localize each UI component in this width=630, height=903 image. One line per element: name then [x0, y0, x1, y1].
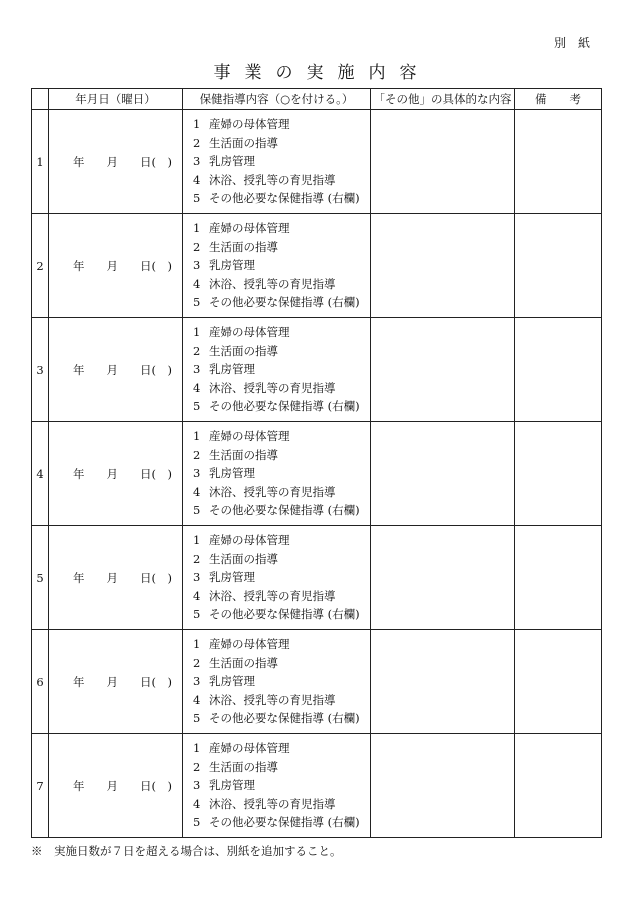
guidance-item-number: 2: [193, 135, 201, 150]
date-cell[interactable]: [49, 110, 183, 214]
guidance-item[interactable]: [193, 587, 370, 606]
guidance-item-label: その他必要な保健指導 (右欄): [209, 607, 360, 622]
guidance-item-label: 生活面の指導: [209, 343, 278, 358]
guidance-item-label: 産婦の母体管理: [209, 117, 290, 132]
guidance-item-number: 5: [193, 815, 201, 830]
guidance-item[interactable]: [193, 189, 370, 208]
guidance-item-number: 4: [193, 588, 201, 603]
guidance-item-label: 乳房管理: [209, 570, 255, 585]
guidance-content-cell: [183, 630, 371, 734]
guidance-item-label: その他必要な保健指導 (右欄): [209, 295, 360, 310]
guidance-item[interactable]: [193, 397, 370, 416]
remarks-cell[interactable]: [515, 526, 602, 630]
guidance-item-number: 1: [193, 221, 201, 236]
guidance-item[interactable]: [193, 813, 370, 832]
guidance-content-cell: [183, 214, 371, 318]
guidance-item[interactable]: [193, 134, 370, 153]
guidance-item-number: 2: [193, 239, 201, 254]
other-detail-cell[interactable]: [371, 630, 515, 734]
guidance-item-number: 1: [193, 117, 201, 132]
guidance-item-label: 沐浴、授乳等の育児指導: [209, 380, 336, 395]
guidance-item-label: 産婦の母体管理: [209, 533, 290, 548]
guidance-item[interactable]: [193, 323, 370, 342]
date-part-label: 日( ): [140, 466, 172, 481]
other-detail-cell[interactable]: [371, 110, 515, 214]
row-number: 6: [32, 630, 49, 734]
guidance-item-label: 産婦の母体管理: [209, 325, 290, 340]
remarks-cell[interactable]: [515, 110, 602, 214]
guidance-item-label: 生活面の指導: [209, 239, 278, 254]
date-part-label: 日( ): [140, 362, 172, 377]
guidance-item-list: [183, 739, 370, 832]
date-part-label: 月: [106, 258, 118, 273]
guidance-item[interactable]: [193, 293, 370, 312]
remarks-cell[interactable]: [515, 318, 602, 422]
guidance-item[interactable]: [193, 379, 370, 398]
date-part-label: 年: [73, 466, 85, 481]
date-part-label: 日( ): [140, 570, 172, 585]
guidance-item-number: 2: [193, 447, 201, 462]
row-number: 4: [32, 422, 49, 526]
other-detail-cell[interactable]: [371, 318, 515, 422]
guidance-item-number: 3: [193, 674, 201, 689]
date-part-label: 日( ): [140, 674, 172, 689]
guidance-item[interactable]: [193, 691, 370, 710]
guidance-item-list: [183, 635, 370, 728]
date-part-label: 日( ): [140, 154, 172, 169]
guidance-item-label: 沐浴、授乳等の育児指導: [209, 588, 336, 603]
guidance-item-label: その他必要な保健指導 (右欄): [209, 711, 360, 726]
row-number: 3: [32, 318, 49, 422]
date-part-label: 日( ): [140, 778, 172, 793]
row-number: 5: [32, 526, 49, 630]
guidance-item-number: 1: [193, 637, 201, 652]
date-part-label: 月: [106, 778, 118, 793]
date-cell[interactable]: [49, 214, 183, 318]
date-part-label: 年: [73, 258, 85, 273]
guidance-item[interactable]: [193, 739, 370, 758]
guidance-item-number: 1: [193, 533, 201, 548]
guidance-item[interactable]: [193, 568, 370, 587]
date-part-label: 年: [73, 362, 85, 377]
guidance-item[interactable]: [193, 446, 370, 465]
guidance-item[interactable]: [193, 275, 370, 294]
guidance-item-number: 3: [193, 466, 201, 481]
page-title: 事業の実施内容: [213, 63, 431, 83]
table-row: [32, 110, 602, 214]
guidance-item-number: 5: [193, 295, 201, 310]
remarks-cell[interactable]: [515, 630, 602, 734]
date-part-label: 月: [106, 570, 118, 585]
guidance-item-label: 産婦の母体管理: [209, 221, 290, 236]
guidance-item[interactable]: [193, 427, 370, 446]
guidance-item[interactable]: [193, 152, 370, 171]
date-part-label: 年: [73, 570, 85, 585]
date-cell[interactable]: [49, 526, 183, 630]
guidance-item[interactable]: [193, 464, 370, 483]
guidance-item-label: 沐浴、授乳等の育児指導: [209, 692, 336, 707]
guidance-item-label: 乳房管理: [209, 778, 255, 793]
guidance-item-label: 乳房管理: [209, 674, 255, 689]
guidance-item-number: 1: [193, 325, 201, 340]
table-row: [32, 214, 602, 318]
header-note: 備 考: [515, 89, 602, 110]
row-number: 7: [32, 734, 49, 838]
guidance-item-number: 4: [193, 276, 201, 291]
guidance-item[interactable]: [193, 550, 370, 569]
guidance-item-number: 4: [193, 692, 201, 707]
guidance-content-cell: [183, 318, 371, 422]
guidance-item[interactable]: [193, 342, 370, 361]
guidance-item-number: 3: [193, 362, 201, 377]
guidance-item-number: 2: [193, 655, 201, 670]
header-date: 年月日（曜日）: [49, 89, 183, 110]
guidance-item[interactable]: [193, 795, 370, 814]
guidance-item-label: 乳房管理: [209, 258, 255, 273]
other-detail-cell[interactable]: [371, 214, 515, 318]
date-part-label: 月: [106, 466, 118, 481]
table-body: [32, 110, 602, 838]
guidance-item-number: 1: [193, 429, 201, 444]
guidance-item-number: 4: [193, 380, 201, 395]
guidance-item-list: [183, 531, 370, 624]
guidance-item-number: 2: [193, 551, 201, 566]
guidance-item-number: 5: [193, 503, 201, 518]
header-content: 保健指導内容（○を付ける。）: [183, 89, 371, 110]
guidance-item-label: 沐浴、授乳等の育児指導: [209, 484, 336, 499]
guidance-item[interactable]: [193, 605, 370, 624]
guidance-item[interactable]: [193, 115, 370, 134]
date-part-label: 年: [73, 674, 85, 689]
guidance-item-number: 4: [193, 796, 201, 811]
date-part-label: 月: [106, 362, 118, 377]
activity-table: [31, 88, 602, 838]
row-number: 1: [32, 110, 49, 214]
date-cell[interactable]: [49, 422, 183, 526]
guidance-item-label: 生活面の指導: [209, 759, 278, 774]
guidance-item-number: 3: [193, 258, 201, 273]
guidance-item[interactable]: [193, 171, 370, 190]
guidance-item[interactable]: [193, 654, 370, 673]
guidance-item-number: 3: [193, 570, 201, 585]
guidance-item[interactable]: [193, 238, 370, 257]
guidance-item[interactable]: [193, 635, 370, 654]
guidance-item-list: [183, 219, 370, 312]
guidance-item-label: 乳房管理: [209, 466, 255, 481]
table-header-row: [32, 89, 602, 110]
guidance-item-number: 5: [193, 191, 201, 206]
guidance-item-label: 生活面の指導: [209, 447, 278, 462]
guidance-item-label: その他必要な保健指導 (右欄): [209, 503, 360, 518]
guidance-item[interactable]: [193, 501, 370, 520]
guidance-item[interactable]: [193, 360, 370, 379]
annex-label: 別 紙: [553, 36, 590, 50]
date-part-label: 月: [106, 154, 118, 169]
other-detail-cell[interactable]: [371, 734, 515, 838]
row-number: 2: [32, 214, 49, 318]
guidance-item[interactable]: [193, 483, 370, 502]
guidance-item-label: その他必要な保健指導 (右欄): [209, 815, 360, 830]
guidance-content-cell: [183, 422, 371, 526]
table-row: [32, 318, 602, 422]
guidance-item-list: [183, 115, 370, 208]
guidance-content-cell: [183, 526, 371, 630]
date-cell[interactable]: [49, 630, 183, 734]
remarks-cell[interactable]: [515, 214, 602, 318]
guidance-item-number: 4: [193, 172, 201, 187]
other-detail-cell[interactable]: [371, 526, 515, 630]
guidance-item-number: 2: [193, 759, 201, 774]
guidance-item[interactable]: [193, 776, 370, 795]
guidance-item-label: 沐浴、授乳等の育児指導: [209, 276, 336, 291]
guidance-item-label: 乳房管理: [209, 154, 255, 169]
guidance-item[interactable]: [193, 672, 370, 691]
guidance-item-label: 沐浴、授乳等の育児指導: [209, 172, 336, 187]
guidance-item-label: 沐浴、授乳等の育児指導: [209, 796, 336, 811]
table-row: [32, 630, 602, 734]
guidance-item-label: 生活面の指導: [209, 655, 278, 670]
date-part-label: 月: [106, 674, 118, 689]
guidance-content-cell: [183, 734, 371, 838]
guidance-content-cell: [183, 110, 371, 214]
guidance-item-number: 2: [193, 343, 201, 358]
guidance-item-number: 3: [193, 154, 201, 169]
guidance-item-label: 産婦の母体管理: [209, 429, 290, 444]
date-part-label: 年: [73, 154, 85, 169]
guidance-item-number: 5: [193, 399, 201, 414]
date-part-label: 年: [73, 778, 85, 793]
guidance-item-label: 産婦の母体管理: [209, 741, 290, 756]
table-row: [32, 734, 602, 838]
date-part-label: 日( ): [140, 258, 172, 273]
guidance-item[interactable]: [193, 531, 370, 550]
guidance-item[interactable]: [193, 256, 370, 275]
header-number: [32, 89, 49, 110]
guidance-item-number: 5: [193, 607, 201, 622]
guidance-item-label: 生活面の指導: [209, 135, 278, 150]
table-row: [32, 526, 602, 630]
guidance-item-label: 乳房管理: [209, 362, 255, 377]
guidance-item[interactable]: [193, 758, 370, 777]
guidance-item-list: [183, 427, 370, 520]
guidance-item-label: 生活面の指導: [209, 551, 278, 566]
table-row: [32, 422, 602, 526]
date-cell[interactable]: [49, 318, 183, 422]
guidance-item-label: 産婦の母体管理: [209, 637, 290, 652]
guidance-item-number: 1: [193, 741, 201, 756]
header-detail: 「その他」の具体的な内容: [371, 89, 515, 110]
remarks-cell[interactable]: [515, 734, 602, 838]
guidance-item-label: その他必要な保健指導 (右欄): [209, 191, 360, 206]
guidance-item[interactable]: [193, 709, 370, 728]
remarks-cell[interactable]: [515, 422, 602, 526]
footnote: ※ 実施日数が７日を超える場合は、別紙を追加すること。: [31, 844, 342, 858]
other-detail-cell[interactable]: [371, 422, 515, 526]
guidance-item-label: その他必要な保健指導 (右欄): [209, 399, 360, 414]
guidance-item-number: 5: [193, 711, 201, 726]
guidance-item-number: 4: [193, 484, 201, 499]
date-cell[interactable]: [49, 734, 183, 838]
guidance-item-number: 3: [193, 778, 201, 793]
guidance-item-list: [183, 323, 370, 416]
guidance-item[interactable]: [193, 219, 370, 238]
